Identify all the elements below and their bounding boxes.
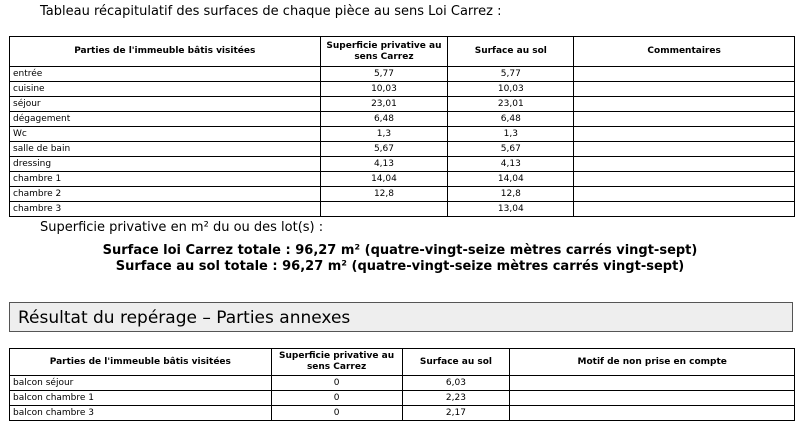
table-cell: 2,23 bbox=[402, 391, 510, 406]
table-cell bbox=[510, 376, 795, 391]
header-cell: Superficie privative au sens Carrez bbox=[320, 37, 448, 67]
table-cell: 23,01 bbox=[320, 97, 448, 112]
table-row bbox=[10, 187, 795, 202]
table-cell: 4,13 bbox=[320, 157, 448, 172]
table-cell: 1,3 bbox=[320, 127, 448, 142]
table-cell: dégagement bbox=[10, 112, 321, 127]
subtitle-text: Superficie privative en m² du ou des lot(s) : bbox=[40, 220, 324, 235]
intro-text: Tableau récapitulatif des surfaces de chaque pièce au sens Loi Carrez : bbox=[40, 4, 502, 19]
table-cell: chambre 3 bbox=[10, 202, 321, 217]
section-header bbox=[9, 302, 793, 332]
table-cell: 10,03 bbox=[320, 82, 448, 97]
table-cell: salle de bain bbox=[10, 142, 321, 157]
table-row bbox=[10, 406, 795, 421]
table-cell bbox=[574, 127, 795, 142]
table-row bbox=[10, 127, 795, 142]
table-cell: 13,04 bbox=[448, 202, 574, 217]
table-cell: 14,04 bbox=[448, 172, 574, 187]
table-cell: 23,01 bbox=[448, 97, 574, 112]
table-cell: balcon chambre 1 bbox=[10, 391, 272, 406]
table-cell bbox=[574, 157, 795, 172]
table-row bbox=[10, 376, 795, 391]
table-row bbox=[10, 142, 795, 157]
header-cell: Surface au sol bbox=[448, 37, 574, 67]
total-carrez: Surface loi Carrez totale : 96,27 m² (quatre-vingt-seize mètres carrés vingt-sept) bbox=[102, 243, 698, 258]
table-cell: cuisine bbox=[10, 82, 321, 97]
table-cell bbox=[574, 202, 795, 217]
table-row bbox=[10, 202, 795, 217]
table-cell bbox=[574, 187, 795, 202]
header-cell: Surface au sol bbox=[402, 349, 510, 376]
table-row bbox=[10, 97, 795, 112]
table-cell: 2,17 bbox=[402, 406, 510, 421]
table-cell bbox=[574, 82, 795, 97]
table-cell: dressing bbox=[10, 157, 321, 172]
annexes-table bbox=[9, 348, 795, 421]
table-row bbox=[10, 67, 795, 82]
table-cell bbox=[510, 406, 795, 421]
table-row bbox=[10, 391, 795, 406]
table-cell bbox=[574, 67, 795, 82]
table-row bbox=[10, 112, 795, 127]
header-cell: Commentaires bbox=[574, 37, 795, 67]
table-cell: 5,67 bbox=[320, 142, 448, 157]
carrez-table bbox=[9, 36, 795, 217]
table-cell: 0 bbox=[271, 391, 402, 406]
table-cell bbox=[320, 202, 448, 217]
table-cell bbox=[574, 142, 795, 157]
table-cell: chambre 1 bbox=[10, 172, 321, 187]
table-cell: 5,67 bbox=[448, 142, 574, 157]
table-cell bbox=[574, 112, 795, 127]
table-cell: 10,03 bbox=[448, 82, 574, 97]
table-header-row bbox=[10, 37, 795, 67]
header-cell: Parties de l'immeuble bâtis visitées bbox=[10, 349, 272, 376]
table-cell: 5,77 bbox=[320, 67, 448, 82]
table-cell: 12,8 bbox=[448, 187, 574, 202]
table-cell: 12,8 bbox=[320, 187, 448, 202]
table-row bbox=[10, 157, 795, 172]
header-cell: Parties de l'immeuble bâtis visitées bbox=[10, 37, 321, 67]
table-row bbox=[10, 82, 795, 97]
table-cell bbox=[574, 97, 795, 112]
table-cell: balcon séjour bbox=[10, 376, 272, 391]
table-cell: séjour bbox=[10, 97, 321, 112]
table-cell: 0 bbox=[271, 406, 402, 421]
table-cell: entrée bbox=[10, 67, 321, 82]
total-sol: Surface au sol totale : 96,27 m² (quatre-vingt-seize mètres carrés vingt-sept) bbox=[115, 259, 685, 274]
section-title: Résultat du repérage – Parties annexes bbox=[18, 308, 351, 328]
table-cell: 6,48 bbox=[320, 112, 448, 127]
table-row bbox=[10, 172, 795, 187]
table-cell: 4,13 bbox=[448, 157, 574, 172]
table-cell: Wc bbox=[10, 127, 321, 142]
table-cell: 1,3 bbox=[448, 127, 574, 142]
table-cell bbox=[574, 172, 795, 187]
table-cell: balcon chambre 3 bbox=[10, 406, 272, 421]
table-cell: 6,03 bbox=[402, 376, 510, 391]
table-header-row bbox=[10, 349, 795, 376]
header-cell: Motif de non prise en compte bbox=[510, 349, 795, 376]
table-cell: 6,48 bbox=[448, 112, 574, 127]
header-cell: Superficie privative au sens Carrez bbox=[271, 349, 402, 376]
table-cell bbox=[510, 391, 795, 406]
table-cell: chambre 2 bbox=[10, 187, 321, 202]
table-cell: 14,04 bbox=[320, 172, 448, 187]
table-cell: 5,77 bbox=[448, 67, 574, 82]
table-cell: 0 bbox=[271, 376, 402, 391]
